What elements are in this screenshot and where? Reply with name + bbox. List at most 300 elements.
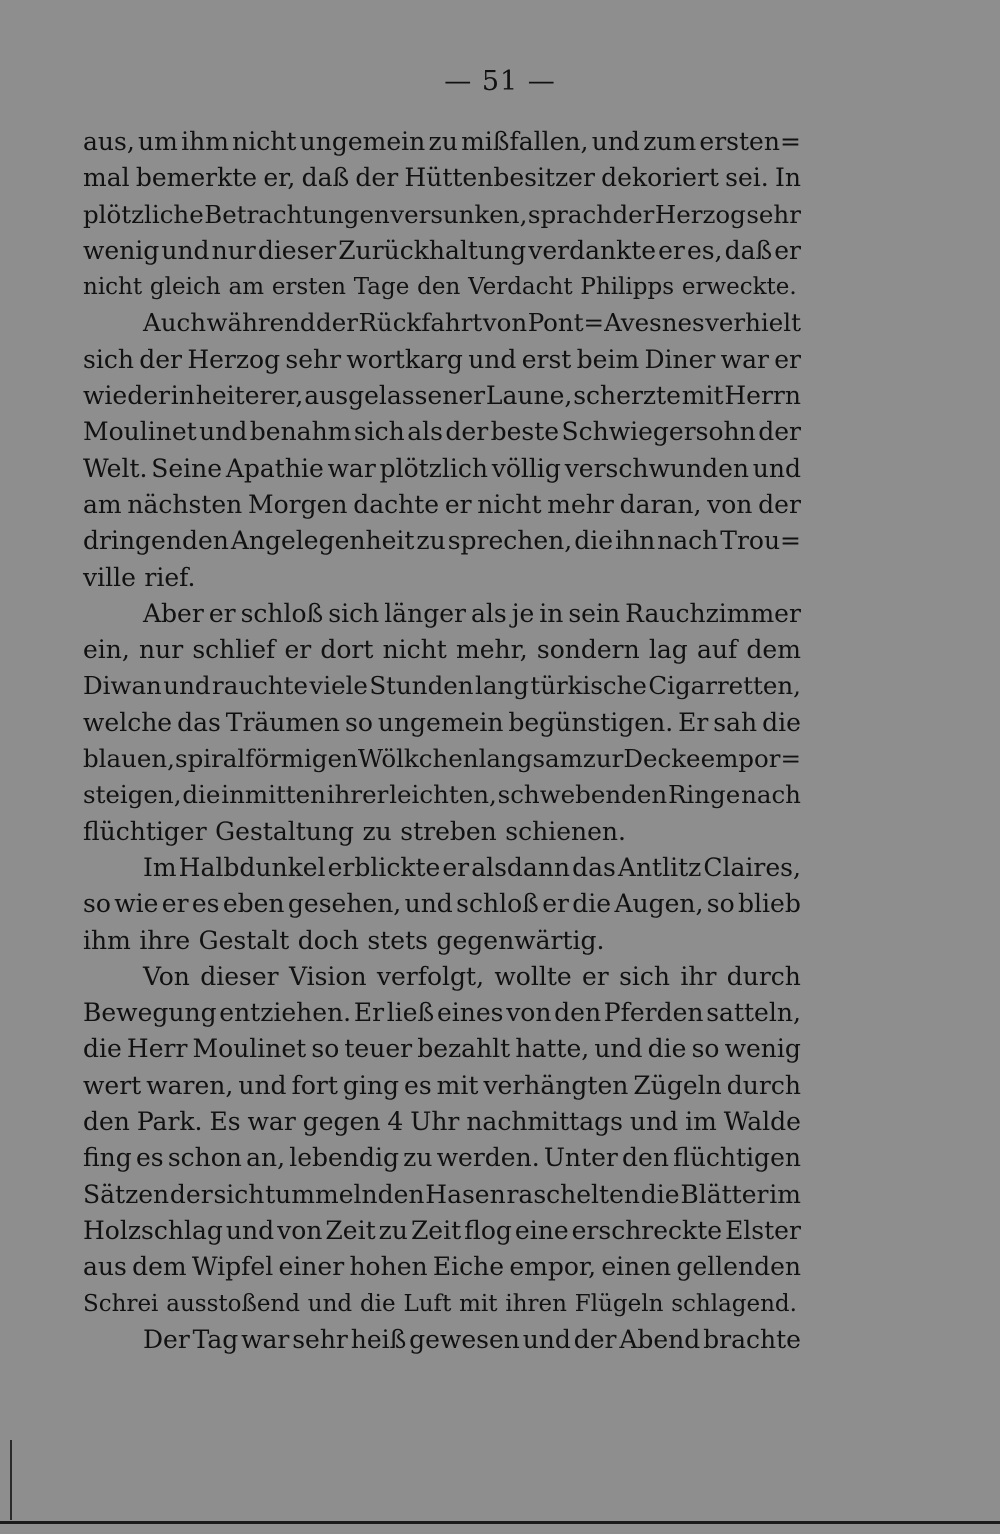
word: die <box>182 780 221 810</box>
word: so <box>706 889 735 919</box>
word: und <box>594 1034 643 1064</box>
text-line <box>83 850 801 886</box>
word: er <box>161 889 189 919</box>
word: sei. <box>725 163 769 193</box>
word: Betrachtungen <box>204 199 390 229</box>
word: beim <box>576 344 640 374</box>
text-line <box>83 814 801 850</box>
word: waren, <box>146 1070 234 1100</box>
word: so <box>344 707 373 737</box>
word: das <box>572 852 616 882</box>
text-line <box>83 233 801 269</box>
word: an, <box>246 1143 286 1173</box>
word: und <box>468 344 517 374</box>
word: wie <box>114 889 159 919</box>
word: nicht <box>382 635 447 665</box>
word: und <box>522 1324 571 1354</box>
word: wollte <box>494 961 572 991</box>
text-line <box>83 1031 801 1067</box>
word: er <box>658 235 685 265</box>
word: mit <box>436 1070 479 1100</box>
word: begünstigen. <box>508 707 674 737</box>
text-line <box>83 1140 801 1176</box>
word: Laune, <box>485 381 573 411</box>
word: sich <box>619 961 671 991</box>
word: Holzschlag <box>83 1215 223 1245</box>
word: um <box>138 127 178 156</box>
word: ihm <box>181 127 229 156</box>
word: mehr, <box>455 635 528 665</box>
word: es, <box>686 235 723 265</box>
word: Schwiegersohn <box>561 417 756 447</box>
word: Diwan <box>83 671 162 701</box>
word: die <box>83 1034 122 1064</box>
word: es <box>191 889 220 919</box>
word: er <box>284 635 312 665</box>
word: ausgelassener <box>304 381 486 411</box>
word: durch <box>726 1070 801 1100</box>
word: war <box>720 344 769 374</box>
text-line <box>83 523 801 559</box>
word: dachte <box>353 489 440 519</box>
word: er <box>582 961 609 991</box>
word: zum <box>643 127 697 156</box>
word: dem <box>746 635 801 665</box>
word: das <box>177 707 221 737</box>
word: rauchte <box>212 671 308 701</box>
word: so <box>83 889 111 919</box>
word: nicht <box>83 274 143 301</box>
word: der <box>139 344 182 374</box>
word: Abend <box>619 1324 701 1354</box>
word: die <box>359 1290 396 1317</box>
word: Claires, <box>703 852 801 882</box>
word: dieser <box>200 961 279 991</box>
word: gleich <box>149 274 221 301</box>
word: es <box>404 1070 432 1100</box>
word: wenig <box>83 235 160 265</box>
word: ging <box>342 1070 400 1100</box>
word: er <box>542 889 569 919</box>
word: einen <box>601 1252 672 1282</box>
word: Antlitz <box>617 852 702 882</box>
page-number-header: — 51 — <box>444 66 556 97</box>
word: mehr <box>547 489 614 519</box>
word: er <box>208 598 236 628</box>
word: ließ <box>386 998 435 1028</box>
word: so <box>691 1034 720 1064</box>
word: Augen, <box>614 889 704 919</box>
word: die <box>640 1179 680 1209</box>
word: zu <box>416 526 446 556</box>
word: welche <box>83 707 173 737</box>
word: Wölkchen <box>357 744 479 774</box>
word: der <box>355 163 399 193</box>
word: es <box>135 1143 164 1173</box>
word: schloß <box>456 889 539 919</box>
word: Elster <box>725 1215 801 1245</box>
word: verhielt <box>705 308 801 338</box>
word: flog <box>464 1215 512 1245</box>
word: wieder <box>83 381 170 411</box>
word: steigen, <box>83 780 182 810</box>
word: ville <box>83 562 136 592</box>
word: viele <box>309 671 368 701</box>
word: langsam <box>478 744 583 774</box>
word: 4 <box>387 1107 404 1137</box>
word: und <box>629 1107 679 1137</box>
word: schienen. <box>505 816 626 846</box>
word: empor= <box>700 744 801 774</box>
word: den <box>622 1143 669 1173</box>
word: Zurückhaltung <box>338 235 527 265</box>
word: Gestaltung <box>215 816 354 846</box>
word: schlagend. <box>671 1290 797 1317</box>
word: Im <box>143 852 177 882</box>
word: dringenden <box>83 526 229 556</box>
word: Er <box>678 707 709 737</box>
text-line <box>83 1177 801 1213</box>
word: versunken, <box>390 199 528 229</box>
word: flüchtiger <box>83 816 207 846</box>
word: Zügeln <box>633 1070 722 1100</box>
word: nicht <box>232 127 297 156</box>
word: hohen <box>349 1252 428 1282</box>
text-line <box>83 959 801 995</box>
text-line <box>83 378 801 414</box>
word: der <box>758 417 801 447</box>
word: Trou= <box>720 526 801 556</box>
word: Uhr <box>410 1107 460 1137</box>
word: sondern <box>536 635 640 665</box>
word: die <box>574 526 613 556</box>
word: daran, <box>619 489 702 519</box>
word: sein <box>568 598 621 628</box>
word: einer <box>278 1252 345 1282</box>
word: je <box>511 598 535 628</box>
word: und <box>238 1070 287 1100</box>
word: Angelegenheit <box>230 526 415 556</box>
text-line <box>83 197 801 233</box>
word: aus, <box>83 127 135 156</box>
text-line <box>83 269 801 305</box>
word: schwebenden <box>497 780 668 810</box>
word: blieb <box>738 889 801 919</box>
word: Hasen <box>425 1179 506 1209</box>
word: schloß <box>240 598 324 628</box>
word: Tage <box>353 274 410 301</box>
word: erschreckte <box>571 1215 723 1245</box>
text-line <box>83 632 801 668</box>
text-line <box>83 777 801 813</box>
word: Walde <box>723 1107 801 1137</box>
word: Hüttenbesitzer <box>404 163 595 193</box>
word: am <box>83 489 122 519</box>
word: Verdacht <box>468 274 573 301</box>
word: zu <box>403 1143 433 1173</box>
word: der <box>573 1324 617 1354</box>
word: er <box>774 235 801 265</box>
word: streben <box>400 816 497 846</box>
word: Aber <box>143 598 204 628</box>
word: Diner <box>644 344 716 374</box>
text-line <box>83 1286 801 1322</box>
word: gegen <box>302 1107 381 1137</box>
word: Herr <box>126 1034 188 1064</box>
word: er <box>774 344 801 374</box>
word: Rauchzimmer <box>625 598 801 628</box>
word: Er <box>353 998 385 1028</box>
text-line <box>83 342 801 378</box>
body-text <box>83 124 801 1358</box>
word: entziehen. <box>219 998 352 1028</box>
word: Auch <box>143 308 206 338</box>
word: brachte <box>703 1324 801 1354</box>
word: leichten, <box>389 780 497 810</box>
word: rief. <box>144 562 196 592</box>
word: sprach <box>527 199 612 229</box>
word: Zeit <box>325 1215 376 1245</box>
text-line <box>83 1322 801 1358</box>
word: türkische <box>530 671 647 701</box>
text-line <box>83 1068 801 1104</box>
word: sich <box>213 1179 265 1209</box>
word: den <box>554 998 602 1028</box>
word: als <box>407 417 443 447</box>
word: Blätter <box>680 1179 769 1209</box>
word: Philipps <box>580 274 675 301</box>
word: nur <box>211 235 256 265</box>
word: den <box>417 274 461 301</box>
word: In <box>774 163 801 193</box>
word: gellenden <box>676 1252 801 1282</box>
word: Tag <box>192 1324 239 1354</box>
word: war <box>241 1324 290 1354</box>
word: der <box>445 417 489 447</box>
word: erblickte <box>327 852 441 882</box>
word: beste <box>490 417 560 447</box>
word: Der <box>143 1324 190 1354</box>
word: alsdann <box>471 852 571 882</box>
word: Sätzen <box>83 1179 170 1209</box>
word: aus <box>83 1252 127 1282</box>
word: Apathie <box>225 453 324 483</box>
word: Unter <box>543 1143 618 1173</box>
word: Ringe <box>667 780 741 810</box>
word: bemerkte <box>135 163 258 193</box>
word: nach <box>741 780 801 810</box>
word: stets <box>367 925 428 955</box>
word: daß <box>301 163 350 193</box>
word: nach <box>657 526 719 556</box>
word: empor, <box>509 1252 597 1282</box>
word: ersten <box>271 274 346 301</box>
word: dem <box>132 1252 187 1282</box>
word: Gestalt <box>198 925 290 955</box>
word: gegenwärtig. <box>436 925 605 955</box>
word: mißfallen, <box>461 127 589 156</box>
word: und <box>752 453 801 483</box>
word: nächsten <box>127 489 243 519</box>
word: Pferden <box>603 998 704 1028</box>
word: ihrer <box>326 780 389 810</box>
word: zur <box>582 744 624 774</box>
word: völlig <box>491 453 561 483</box>
word: eine <box>514 1215 569 1245</box>
word: dekoriert <box>601 163 719 193</box>
word: plötzliche <box>83 199 204 229</box>
word: länger <box>384 598 466 628</box>
word: und <box>199 417 248 447</box>
text-line <box>83 596 801 632</box>
word: der <box>169 1179 213 1209</box>
word: gesehen, <box>287 889 402 919</box>
word: benahm <box>249 417 352 447</box>
text-line <box>83 414 801 450</box>
word: Schrei <box>83 1290 159 1317</box>
word: ihn <box>614 526 656 556</box>
word: Rückfahrt <box>358 308 483 338</box>
word: sprechen, <box>447 526 573 556</box>
word: Moulinet <box>192 1034 307 1064</box>
text-line <box>83 668 801 704</box>
word: plötzlich <box>379 453 488 483</box>
word: ersten= <box>699 127 801 156</box>
word: wortkarg <box>346 344 463 374</box>
word: ihren <box>505 1290 567 1317</box>
word: doch <box>297 925 359 955</box>
word: mal <box>83 163 130 193</box>
word: der <box>316 308 358 338</box>
word: hatte, <box>515 1034 590 1064</box>
text-line <box>83 1249 801 1285</box>
word: Vision <box>288 961 367 991</box>
word: Bewegung <box>83 998 217 1028</box>
word: während <box>206 308 316 338</box>
bottom-border <box>0 1521 1000 1524</box>
word: die <box>647 1034 687 1064</box>
word: ausstoßend <box>166 1290 300 1317</box>
word: dieser <box>257 235 337 265</box>
word: der <box>612 199 655 229</box>
word: zu <box>378 1215 408 1245</box>
page-edge-mark <box>10 1440 12 1520</box>
text-line <box>83 560 801 596</box>
text-line <box>83 705 801 741</box>
word: mit <box>681 381 724 411</box>
word: erweckte. <box>681 274 797 301</box>
word: ungemein <box>377 707 504 737</box>
word: so <box>311 1034 340 1064</box>
word: und <box>307 1290 353 1317</box>
word: in <box>539 598 564 628</box>
word: Cigarretten, <box>648 671 801 701</box>
text-line <box>83 305 801 341</box>
word: satteln, <box>706 998 801 1028</box>
word: und <box>591 127 640 156</box>
text-line <box>83 886 801 922</box>
word: sich <box>353 417 405 447</box>
word: ihre <box>139 925 191 955</box>
word: flüchtigen <box>673 1143 801 1173</box>
word: Von <box>143 961 190 991</box>
word: Halbdunkel <box>178 852 326 882</box>
word: erst <box>521 344 572 374</box>
word: Park. <box>136 1107 203 1137</box>
word: nicht <box>477 489 542 519</box>
word: verschwunden <box>564 453 749 483</box>
text-line <box>83 1104 801 1140</box>
word: lebendig <box>289 1143 399 1173</box>
word: lang <box>474 671 529 701</box>
word: den <box>83 1107 130 1137</box>
word: war <box>327 453 376 483</box>
word: Stunden <box>369 671 474 701</box>
word: raschelten <box>506 1179 640 1209</box>
word: und <box>225 1215 275 1245</box>
word: ein, <box>83 635 130 665</box>
word: tummelnden <box>265 1179 425 1209</box>
text-line <box>83 995 801 1031</box>
word: die <box>572 889 612 919</box>
word: ihr <box>680 961 717 991</box>
word: und <box>163 671 211 701</box>
word: war <box>247 1107 296 1137</box>
word: Eiche <box>432 1252 505 1282</box>
word: sehr <box>746 199 801 229</box>
word: Seine <box>151 453 223 483</box>
word: schon <box>167 1143 242 1173</box>
word: scherzte <box>573 381 681 411</box>
word: Welt. <box>83 453 148 483</box>
word: durch <box>726 961 801 991</box>
text-line <box>83 124 801 160</box>
word: Es <box>209 1107 241 1137</box>
word: teuer <box>344 1034 413 1064</box>
word: als <box>470 598 507 628</box>
word: ihm <box>83 925 131 955</box>
word: inmitten <box>221 780 326 810</box>
word: nur <box>139 635 184 665</box>
word: in <box>170 381 195 411</box>
word: von <box>506 998 552 1028</box>
word: sich <box>328 598 380 628</box>
word: nachmittags <box>466 1107 623 1137</box>
word: sah <box>713 707 758 737</box>
word: wert <box>83 1070 142 1100</box>
word: von <box>707 489 753 519</box>
word: eines <box>436 998 504 1028</box>
word: von <box>277 1215 323 1245</box>
word: er <box>444 489 472 519</box>
word: Decke <box>623 744 701 774</box>
text-line <box>83 923 801 959</box>
word: spiralförmigen <box>175 744 358 774</box>
word: von <box>482 308 528 338</box>
word: schlief <box>192 635 276 665</box>
word: und <box>161 235 210 265</box>
word: im <box>685 1107 717 1137</box>
word: Moulinet <box>83 417 197 447</box>
word: sehr <box>285 344 342 374</box>
word: zu <box>428 127 458 156</box>
word: Herrn <box>724 381 801 411</box>
word: Luft <box>403 1290 452 1317</box>
word: zu <box>362 816 392 846</box>
word: verhängten <box>483 1070 629 1100</box>
word: Flügeln <box>574 1290 664 1317</box>
word: dort <box>320 635 374 665</box>
